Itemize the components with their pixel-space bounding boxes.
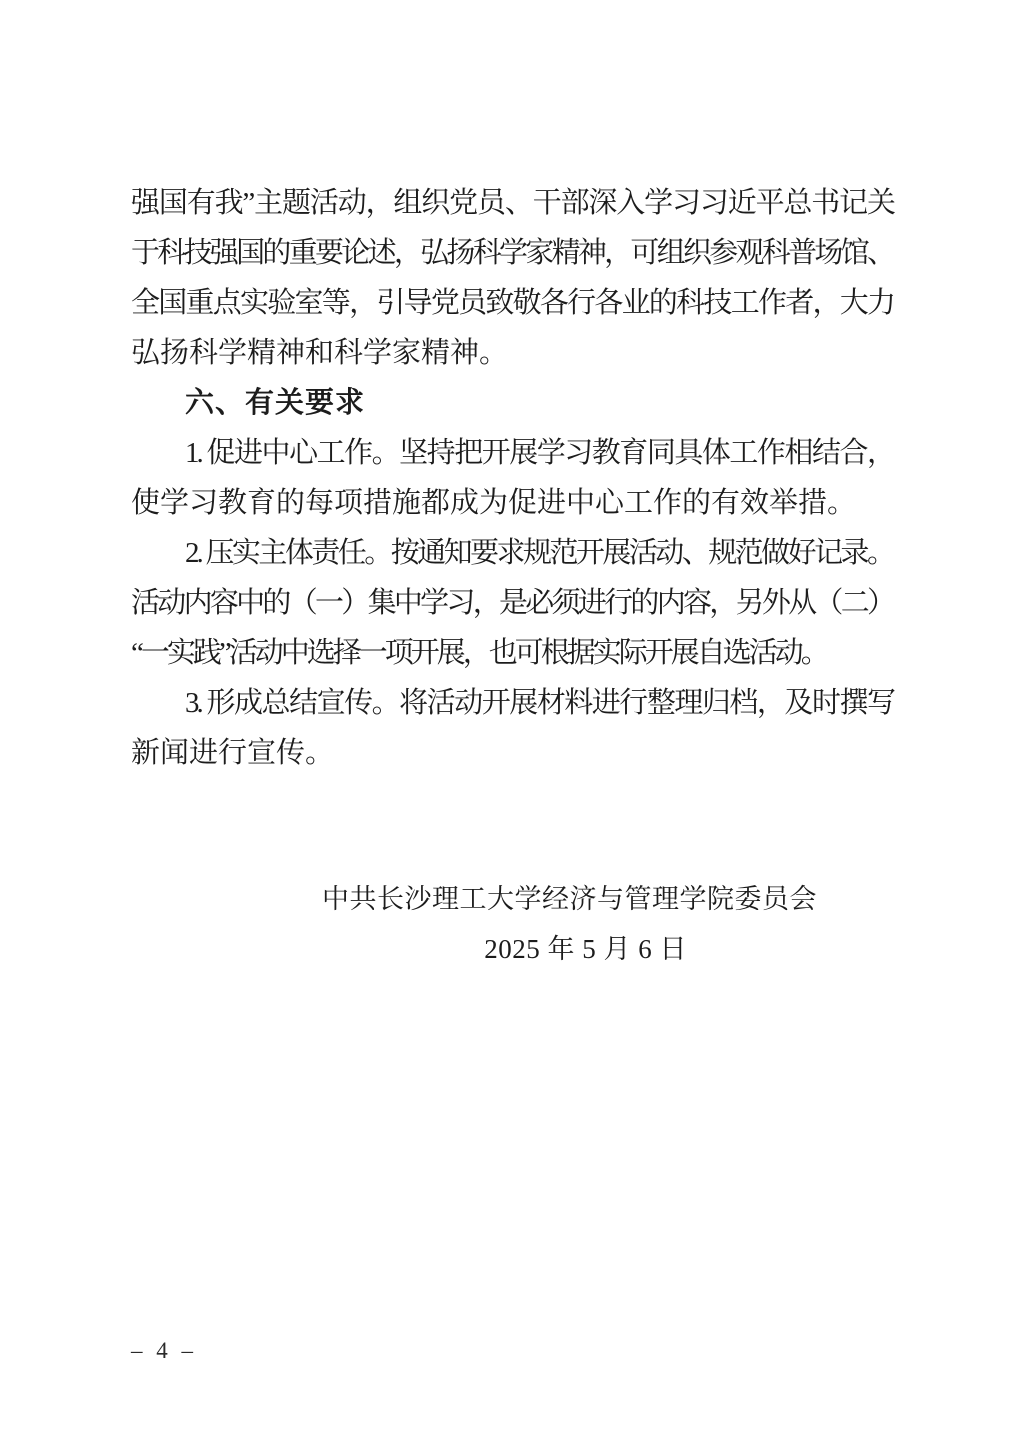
requirement-3-line: 新闻进行宣传。 xyxy=(131,737,335,769)
requirement-2-line: 2. 压实主体责任。按通知要求规范开展活动、规范做好记录。 xyxy=(185,537,893,569)
section-heading: 六、有关要求 xyxy=(185,387,366,419)
signature-date: 2025 年 5 月 6 日 xyxy=(484,934,687,964)
requirement-3-line: 3. 形成总结宣传。将活动开展材料进行整理归档，及时撰写 xyxy=(185,687,893,719)
document-body xyxy=(131,178,893,974)
body-line: 于科技强国的重要论述，弘扬科学家精神，可组织参观科普场馆、 xyxy=(131,237,893,269)
body-line: 全国重点实验室等，引导党员致敬各行各业的科技工作者，大力 xyxy=(131,287,893,319)
requirement-2-line: 活动内容中的（一）集中学习，是必须进行的内容，另外从（二） xyxy=(131,587,893,619)
body-line: 弘扬科学精神和科学家精神。 xyxy=(131,337,509,369)
page-number: – 4 – xyxy=(131,1338,195,1363)
body-line: 强国有我”主题活动，组织党员、干部深入学习习近平总书记关 xyxy=(131,187,893,219)
requirement-2-line: “一实践”活动中选择一项开展，也可根据实际开展自选活动。 xyxy=(131,637,827,669)
requirement-1-line: 1. 促进中心工作。坚持把开展学习教育同具体工作相结合， xyxy=(185,437,893,469)
blank-space xyxy=(131,778,893,874)
signature-organization: 中共长沙理工大学经济与管理学院委员会 xyxy=(322,884,817,914)
requirement-1-line: 使学习教育的每项措施都成为促进中心工作的有效举措。 xyxy=(131,487,857,519)
